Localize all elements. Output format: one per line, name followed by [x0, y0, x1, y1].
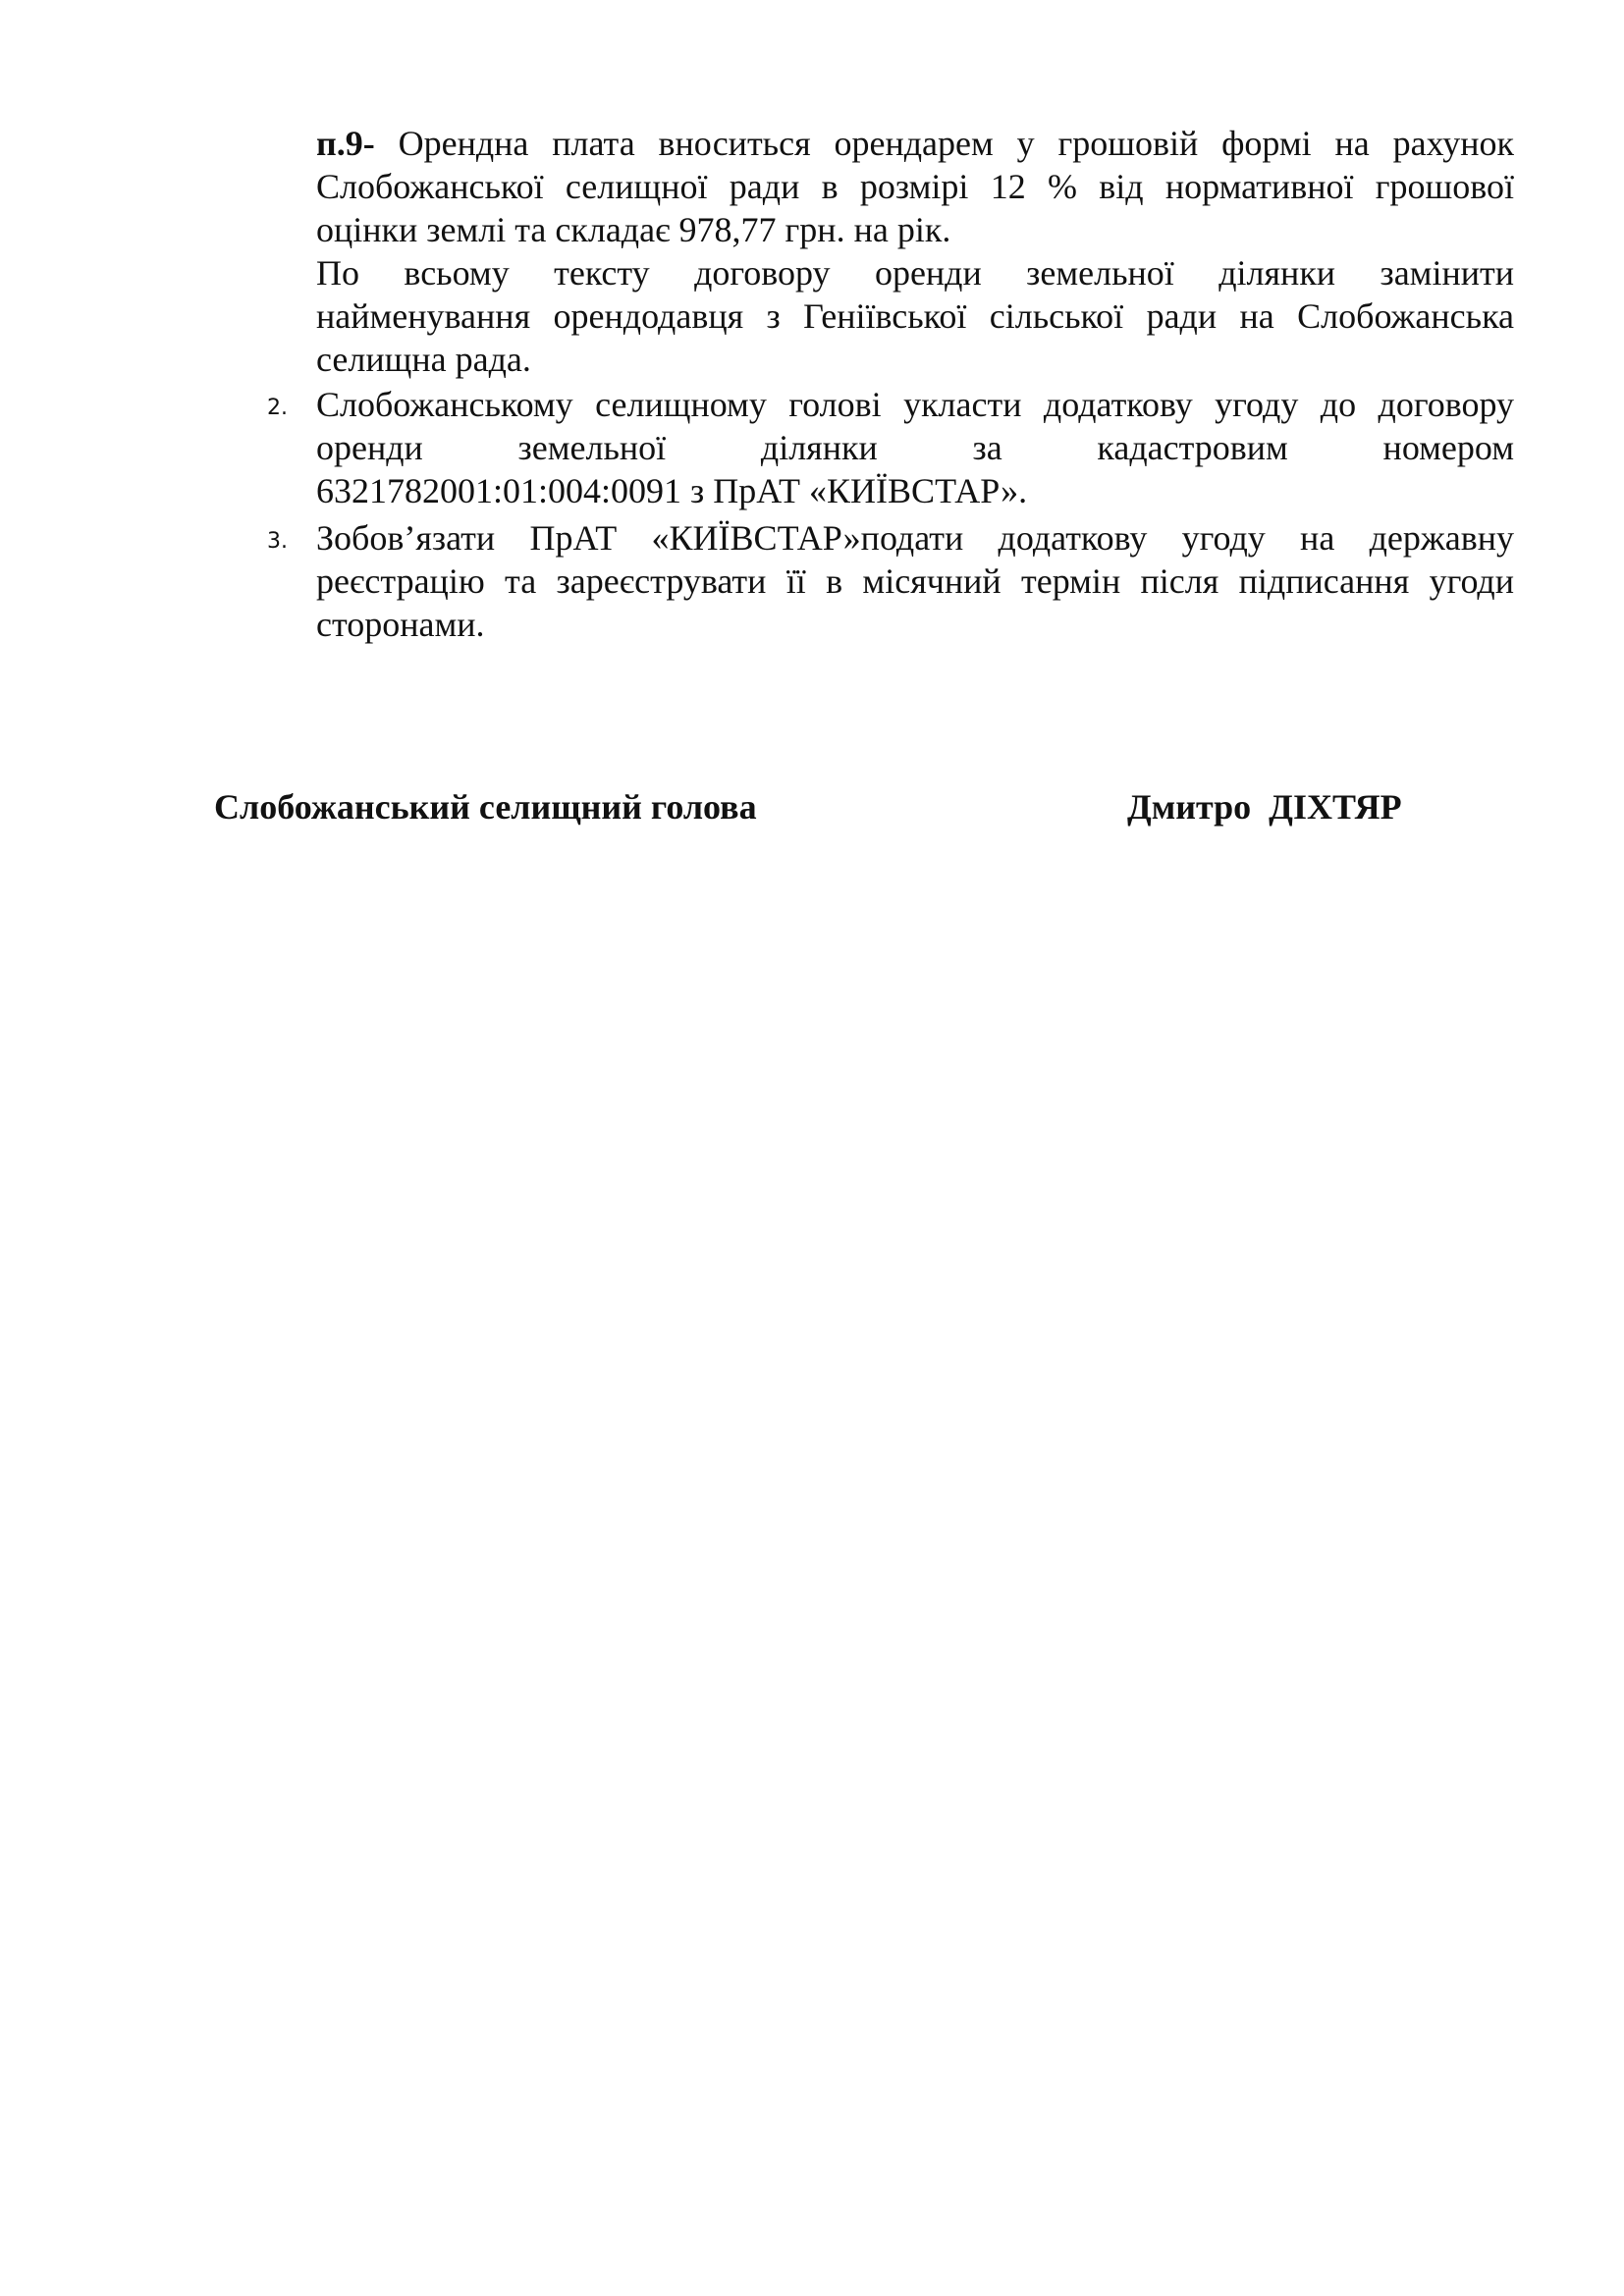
clause-9-label: п.9-	[316, 124, 375, 163]
clause-9-line-1	[316, 122, 1514, 165]
signature-position: Слобожанський селищний голова	[214, 787, 757, 827]
list-number-3: 3.	[267, 529, 288, 554]
list-item-3	[316, 516, 1514, 646]
rename-line-2: найменування орендодавця з Геніївської сільської ради на Слобожанська	[316, 296, 1514, 336]
rename-line-3: селищна рада.	[316, 340, 531, 379]
item-3-line-1: Зобов’язати ПрАТ «КИЇВСТАР»подати додаткову угоду на державну	[316, 518, 1514, 558]
clause-9-line-1-text: Орендна плата вноситься орендарем у грошовій формі на рахунок	[374, 124, 1514, 163]
item-2-line-1: Слобожанському селищному голові укласти додаткову угоду до договору	[316, 385, 1514, 424]
clause-9-line-2: Слобожанської селищної ради в розмірі 12 % від нормативної грошової	[316, 167, 1514, 206]
list-number-2: 2.	[267, 396, 288, 420]
clause-9-line-3: оцінки землі та складає 978,77 грн. на рік.	[316, 210, 951, 249]
signature-name: Дмитро ДІХТЯР	[1127, 787, 1402, 827]
rename-paragraph	[316, 251, 1514, 381]
clause-9-paragraph	[316, 122, 1514, 251]
rename-line-1: По всьому тексту договору оренди земельної ділянки замінити	[316, 253, 1514, 293]
item-3-line-3: сторонами.	[316, 605, 485, 644]
list-item-2	[316, 383, 1514, 512]
item-3-line-2: реєстрацію та зареєструвати її в місячний термін після підписання угоди	[316, 561, 1514, 601]
item-2-line-2: оренди земельної ділянки за кадастровим номером	[316, 428, 1514, 467]
item-2-line-3: 6321782001:01:004:0091 з ПрАТ «КИЇВСТАР».	[316, 471, 1028, 510]
